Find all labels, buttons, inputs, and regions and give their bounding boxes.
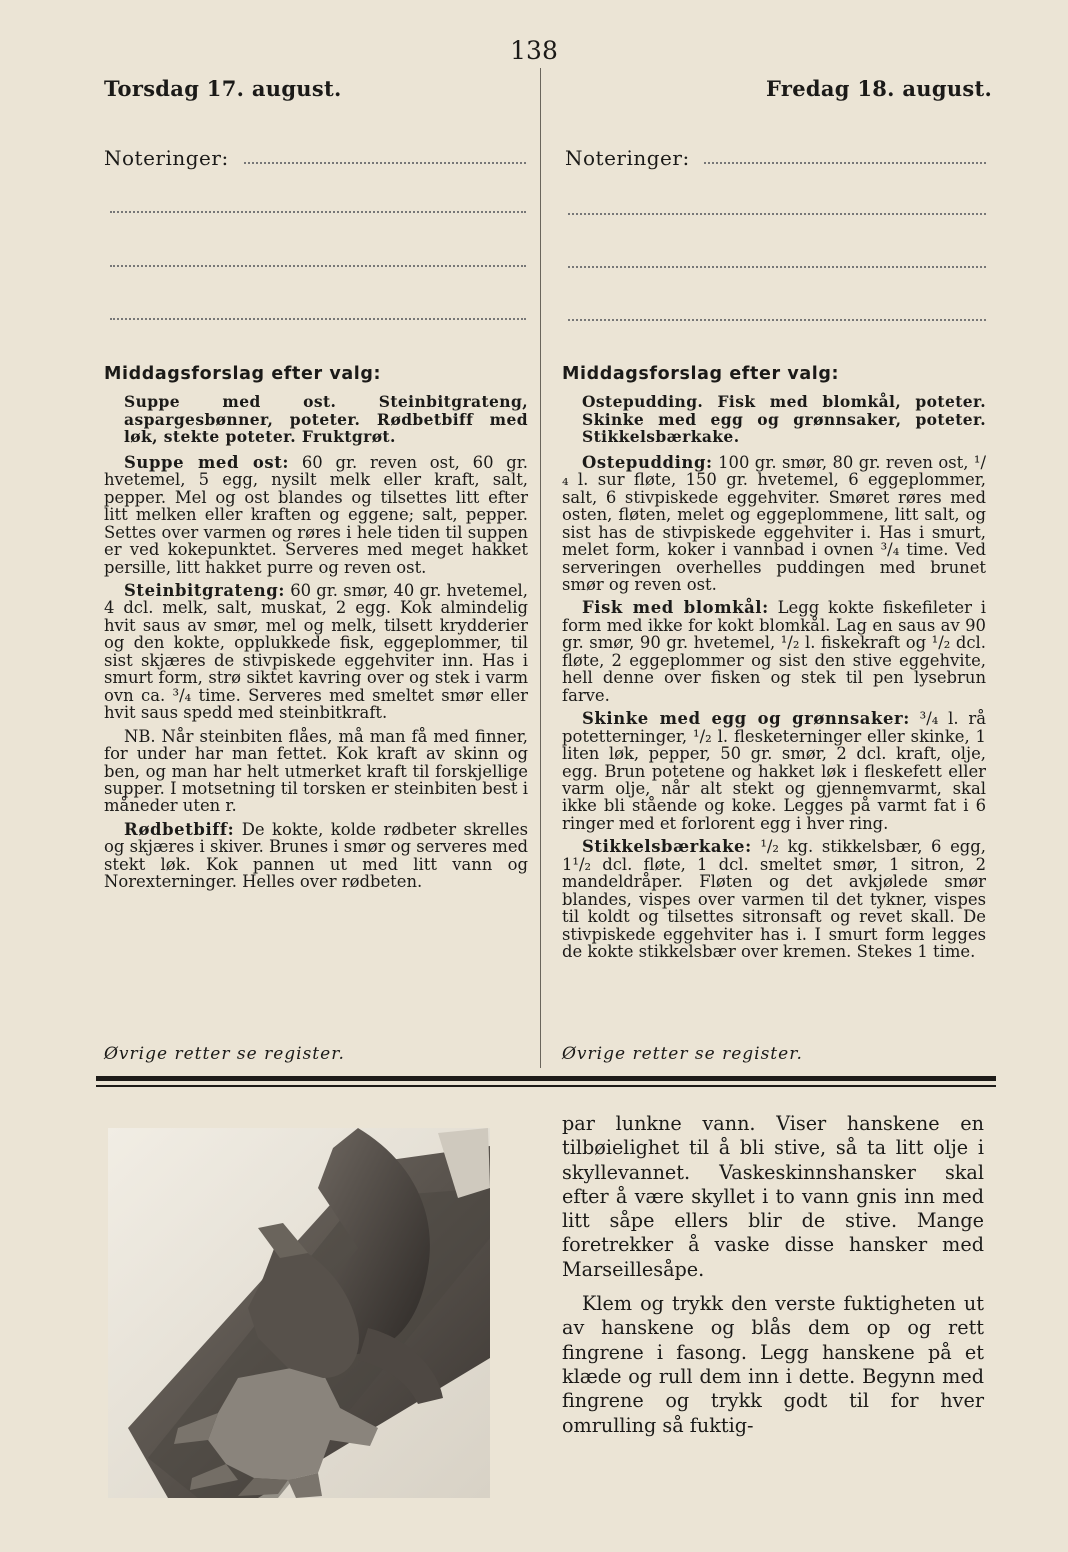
- recipe-text: 100 gr. smør, 80 gr. reven ost, ¹/₄ l. sur fløte, 150 gr. hvetemel, 6 eggeplommer, salt, 6 stivpiskede eggehviter. Smøret røres med osten, fløten, melet og eggeplommene, litt salt, og sist has de stivpiskede eggehviter i. Has i smurt, melet form, koker i vannbad i ovnen ³/₄ time. Ved serveringen overhelles puddingen med brunet smør og reven ost.: [562, 452, 986, 594]
- left-notes-label: Noteringer:: [104, 146, 229, 170]
- glove-care-paragraph-2: Klem og trykk den verste fuktigheten ut av hanskene og blås dem op og rett fingrene i fasong. Legg hanskene på et klæde og rull dem inn i dette. Begynn med fingrene og trykk godt til for hver omrulling så fuktig-: [562, 1292, 984, 1437]
- section-rule: [96, 1076, 996, 1081]
- recipe-skinke-med-egg: [562, 710, 986, 832]
- left-menu-heading: Middagsforslag efter valg:: [104, 364, 382, 384]
- right-notes-line: [568, 213, 986, 215]
- right-footer-note: Øvrige retter se register.: [562, 1044, 803, 1064]
- right-day-heading: Fredag 18. august.: [766, 76, 993, 101]
- recipe-label: Fisk med blomkål:: [582, 598, 769, 618]
- recipe-text: ³/₄ l. rå potetterninger, ¹/₂ l. flesketerninger eller skinke, 1 liten løk, pepper, 50 gr. smør, 2 dcl. kraft, olje, egg. Brun potetene og hakket løk i fleskefett eller varm olje, når alt stekt og gjennemvarmt, skal ikke bli stående og koke. Legges på varmt fat i 6 ringer med et forlorent egg i hver ring.: [562, 709, 986, 833]
- recipe-text: Legg kokte fiskefileter i form med ikke for kokt blomkål. Lag en saus av 90 gr. smør, 90 gr. hvetemel, ¹/₂ l. fiskekraft og ¹/₂ dcl. fløte, 2 eggeplommer og sist den stive eggehvite, hell denne over fisken og stek til pen lysebrun farve.: [562, 598, 986, 705]
- recipe-text: ¹/₂ kg. stikkelsbær, 6 egg, 1¹/₂ dcl. fløte, 1 dcl. smeltet smør, 1 sitron, 2 mandeldråper. Fløten og det avkjølede smør blandes, vispes over varmen til det tykner, vispes til koldt og tilsettes sitronsaft og revet skall. De stivpiskede eggehviter has i. I smurt form legges de kokte stikkelsbær over kremen. Stekes 1 time.: [562, 837, 986, 962]
- left-menu-column: [104, 366, 528, 897]
- right-notes-label: Noteringer:: [565, 146, 690, 170]
- recipe-suppe-med-ost: [104, 454, 528, 576]
- recipe-label: Skinke med egg og grønnsaker:: [582, 709, 910, 729]
- left-notes-line: [110, 265, 526, 267]
- glove-care-text: [562, 1112, 984, 1438]
- right-notes-line: [568, 319, 986, 321]
- recipe-stikkelsbaerkake: [562, 838, 986, 960]
- recipe-ostepudding: [562, 454, 986, 594]
- recipe-text: De kokte, kolde rødbeter skrelles og skjæres i skiver. Brunes i smør og serveres med stekt løk. Kok pannen ut med litt vann og Norexterninger. Helles over rødbeten.: [104, 819, 529, 892]
- column-divider: [540, 68, 541, 1068]
- recipe-rodbetbiff: [104, 821, 528, 891]
- right-menu-column: [562, 366, 986, 967]
- left-notes-line: [110, 318, 526, 320]
- glove-photo-icon: [108, 1128, 490, 1498]
- recipe-text: 60 gr. reven ost, 60 gr. hvetemel, 5 egg, nysilt melk eller kraft, salt, pepper. Mel og ost blandes og tilsettes litt efter litt melken eller kraften og eggene; salt, pepper. Settes over varmen og røres i hele tiden til suppen er ved kokepunktet. Serveres med meget hakket persille, litt hakket purre og reven ost.: [104, 452, 528, 577]
- recipe-steinbitgrateng: [104, 582, 528, 722]
- left-notes-line: [110, 211, 526, 213]
- recipe-label: Suppe med ost:: [124, 452, 290, 472]
- glove-care-paragraph-1: par lunkne vann. Viser hanskene en tilbøielighet til å bli stive, så ta litt olje i skyllevannet. Vaskeskinnshansker skal efter å være skyllet i to vann gnis inn med litt såpe ellers blir de stive. Mange foretrekker å vaske disse hansker med Marseillesåpe.: [562, 1112, 984, 1281]
- right-notes-line: [568, 266, 986, 268]
- recipe-label: Steinbitgrateng:: [124, 580, 285, 600]
- recipe-fisk-med-blomkal: [562, 599, 986, 704]
- left-menu-intro: Suppe med ost. Steinbitgrateng, aspargesbønner, poteter. Rødbetbiff med løk, stekte poteter. Fruktgrøt.: [124, 392, 528, 447]
- recipe-text: 60 gr. smør, 40 gr. hvetemel, 4 dcl. melk, salt, muskat, 2 egg. Kok almindelig hvit saus av smør, mel og melk, tilsett krydderier og den kokte, opplukkede fisk, eggeplommer, til sist skjæres de stivpiskede eggehviter inn. Has i smurt form, strø siktet kavring over og stek i varm ovn ca. ³/₄ time. Serveres med smeltet smør eller hvit saus spedd med steinbitkraft.: [104, 580, 528, 723]
- right-menu-heading: Middagsforslag efter valg:: [562, 364, 840, 384]
- section-rule-thin: [96, 1085, 996, 1087]
- left-footer-note: Øvrige retter se register.: [104, 1044, 345, 1064]
- right-menu-intro: Ostepudding. Fisk med blomkål, poteter. Skinke med egg og grønnsaker, poteter. Stikkelsbærkake.: [582, 392, 986, 447]
- recipe-text: NB. Når steinbiten flåes, må man få med finner, for under har man fettet. Kok kraft av skinn og ben, og man har helt utmerket kraft til forskjellige supper. I motsetning til torsken er steinbiten best i måneder uten r.: [104, 726, 528, 816]
- recipe-label: Ostepudding:: [582, 452, 713, 472]
- recipe-label: Stikkelsbærkake:: [582, 837, 752, 857]
- left-day-heading: Torsdag 17. august.: [104, 76, 342, 101]
- recipe-label: Rødbetbiff:: [124, 819, 235, 839]
- note-steinbit: [104, 728, 528, 815]
- left-notes-line: [244, 162, 526, 164]
- page-number: 138: [510, 36, 558, 65]
- right-notes-line: [704, 162, 986, 164]
